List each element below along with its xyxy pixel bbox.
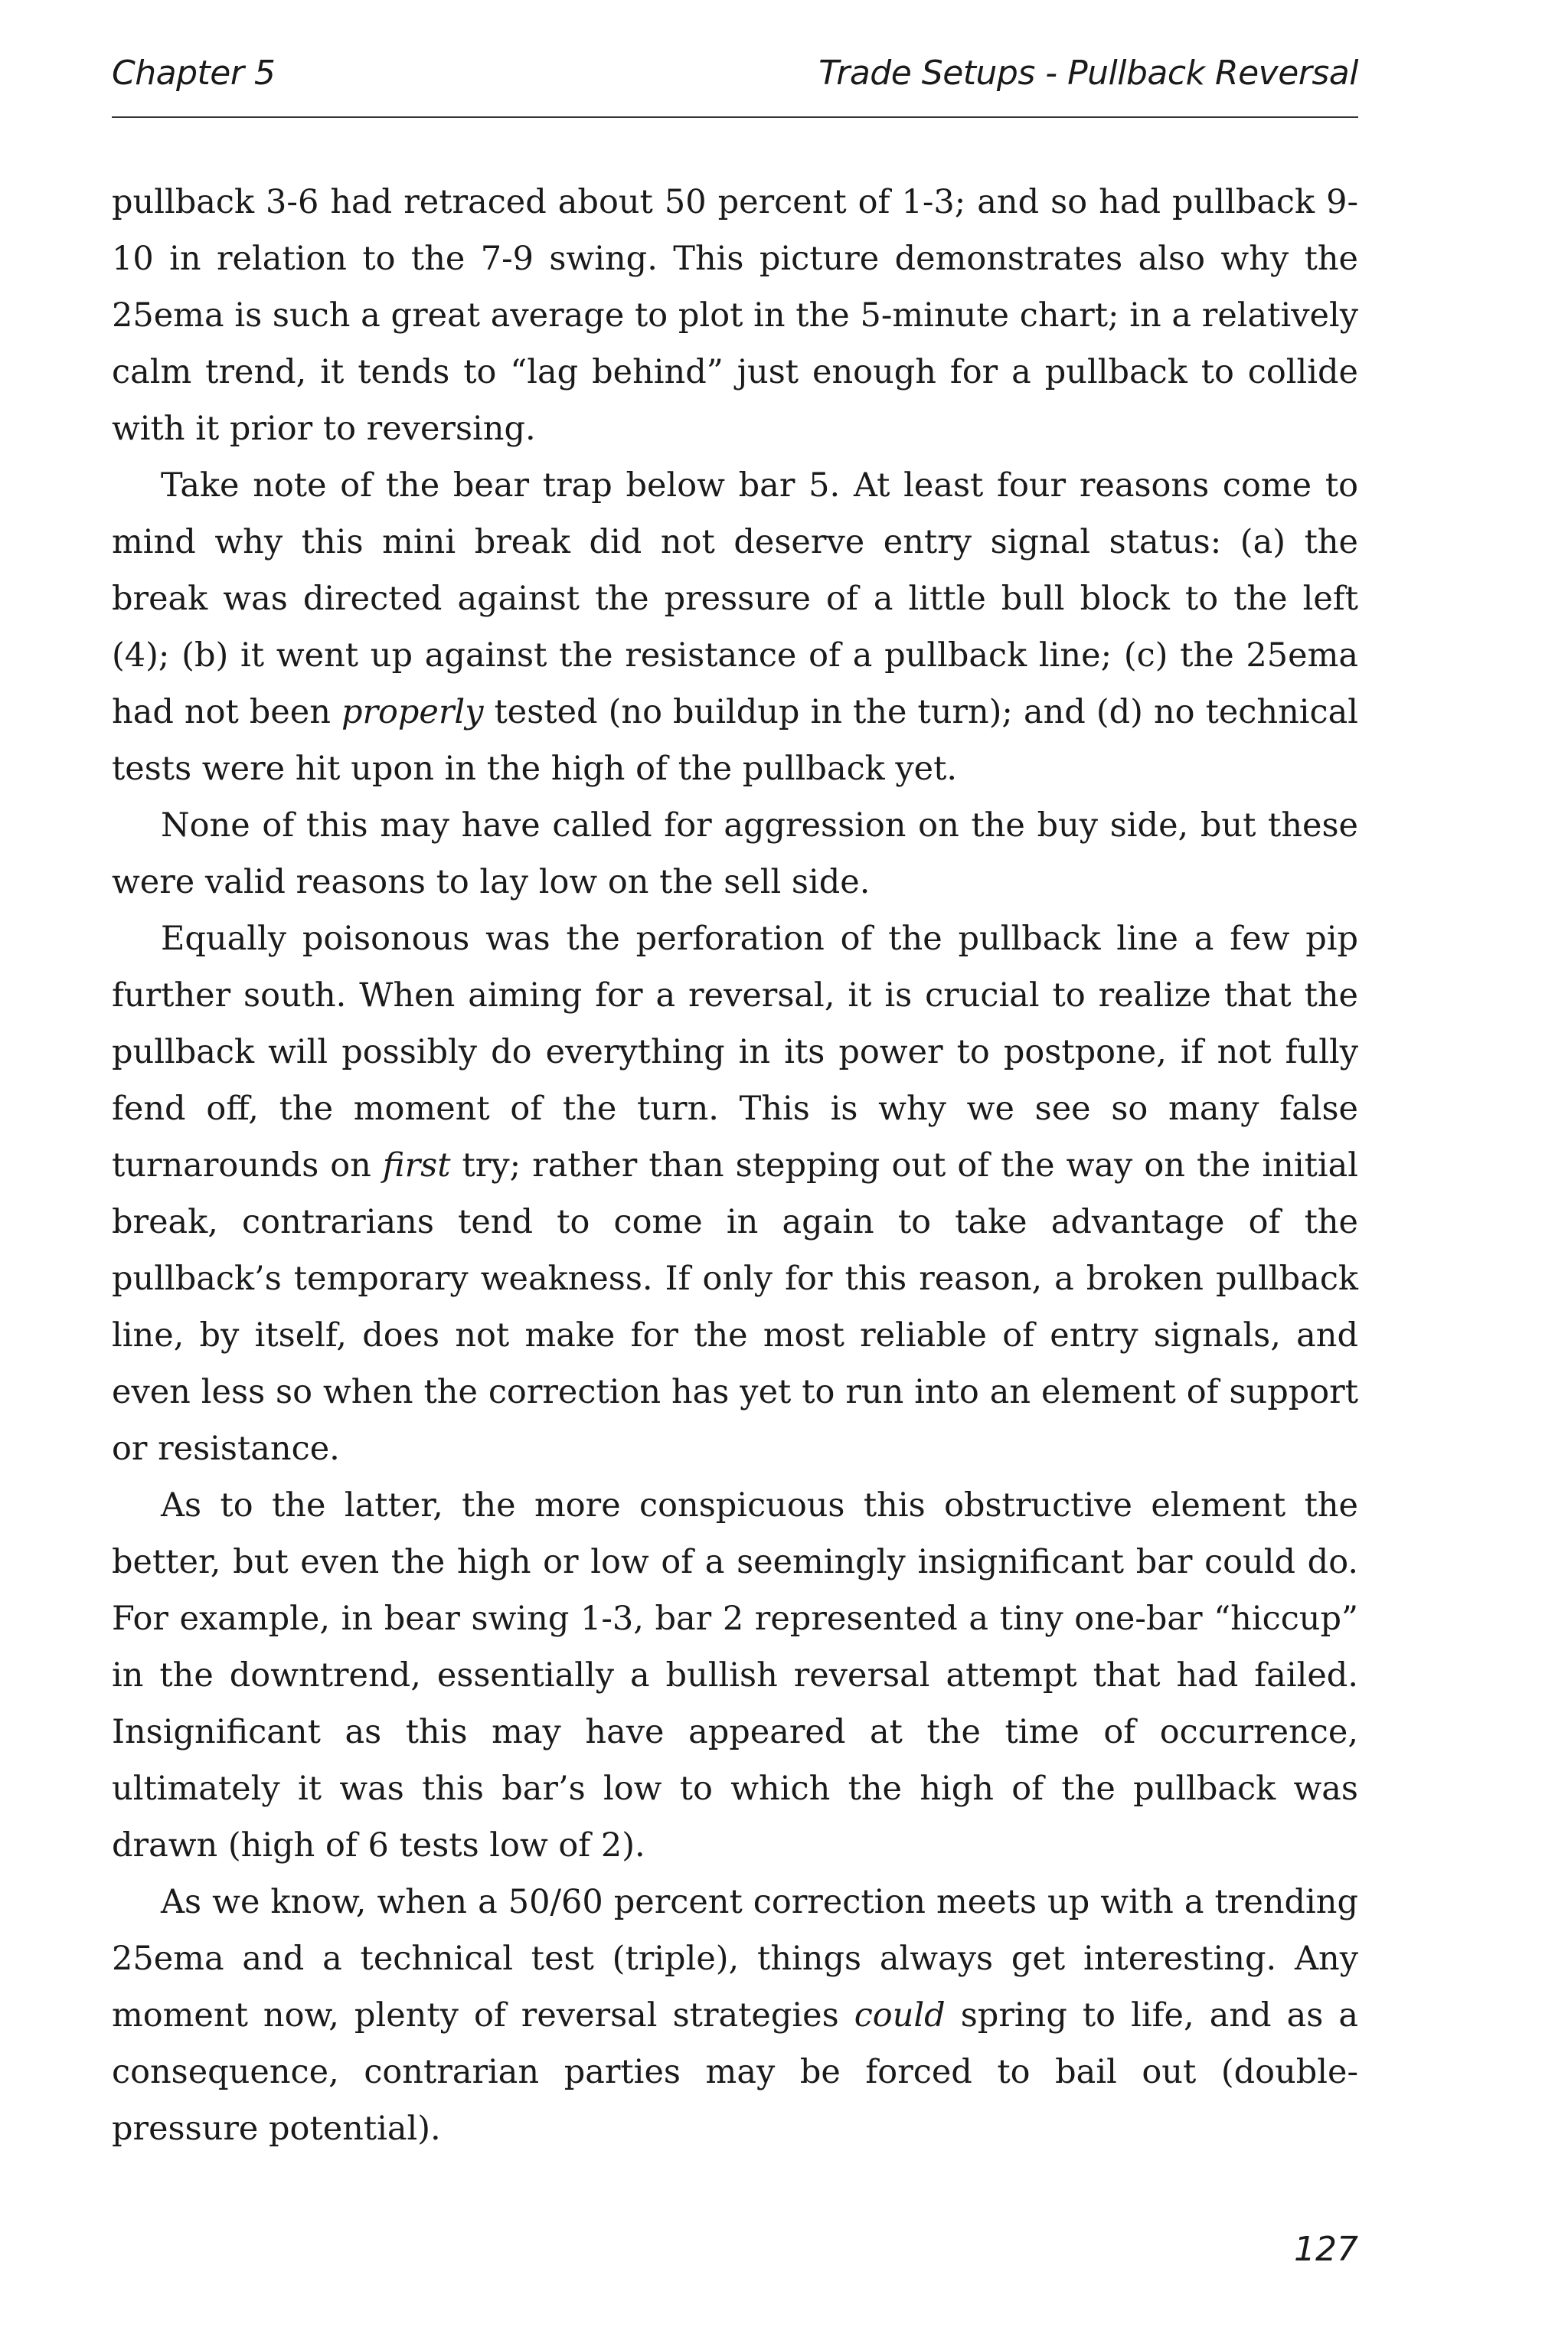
text-run: As we know, when a 50/60 percent correction meets up with a trending 25ema and a technical test (triple), things always get interesting. Any moment now, plenty of reversal strategies: [112, 1883, 1358, 2035]
paragraph: [112, 1874, 1358, 2157]
body-text: [112, 174, 1358, 2157]
text-run: pullback 3-6 had retraced about 50 percent of 1-3; and so had pullback 9-10 in relation to the 7-9 swing. This picture demonstrates also why the 25ema is such a great average to plot in the 5-minute chart; in a relatively calm trend, it tends to “lag behind” just enough for a pullback to collide with it prior to reversing.: [112, 183, 1358, 448]
page-number: 127: [1294, 2230, 1358, 2269]
running-head: [112, 47, 1358, 118]
chapter-label: Chapter 5: [112, 54, 276, 93]
section-title: Trade Setups - Pullback Reversal: [818, 54, 1358, 93]
text-run: tested (no buildup in the turn); and (d) no technical tests were hit upon in the high of the pullback yet.: [112, 693, 1358, 788]
paragraph: [112, 1477, 1358, 1874]
emphasis-text: could: [854, 1996, 946, 2035]
text-run: Equally poisonous was the perforation of the pullback line a few pip further south. When aiming for a reversal, it is crucial to realize that the pullback will possibly do everything in its power to postpone, if not fully fend off, the moment of the turn. This is why we see so many false turnarounds on: [112, 920, 1358, 1185]
text-run: try; rather than stepping out of the way on the initial break, contrarians tend to come in again to take advantage of the pullback’s temporary weakness. If only for this reason, a broken pullback line, by itself, does not make for the most reliable of entry signals, and even less so when the correction has yet to run into an element of support or resistance.: [112, 1146, 1359, 1468]
paragraph: [112, 174, 1358, 457]
text-run: As to the latter, the more conspicuous this obstructive element the better, but even the high or low of a seemingly insignificant bar could do. For example, in bear swing 1-3, bar 2 represented a tiny one-bar “hiccup” in the downtrend, essentially a bullish reversal attempt that had failed. Insignificant as this may have appeared at the time of occurrence, ultimately it was this bar’s low to which the high of the pullback was drawn (high of 6 tests low of 2).: [112, 1486, 1358, 1865]
emphasis-text: first: [382, 1146, 451, 1185]
paragraph: [112, 910, 1358, 1477]
text-run: Take note of the bear trap below bar 5. At least four reasons come to mind why this mini break did not deserve entry signal status: (a) the break was directed against the pressure of a little bull block to the left (4); (b) it went up against the resistance of a pullback line; (c) the 25ema had not been: [112, 466, 1358, 731]
paragraph: [112, 797, 1358, 910]
text-run: spring to life, and as a consequence, contrarian parties may be forced to bail out (double-pressure potential).: [112, 1996, 1358, 2148]
emphasis-text: properly: [341, 693, 484, 731]
paragraph: [112, 457, 1358, 797]
text-run: None of this may have called for aggression on the buy side, but these were valid reasons to lay low on the sell side.: [112, 806, 1358, 901]
